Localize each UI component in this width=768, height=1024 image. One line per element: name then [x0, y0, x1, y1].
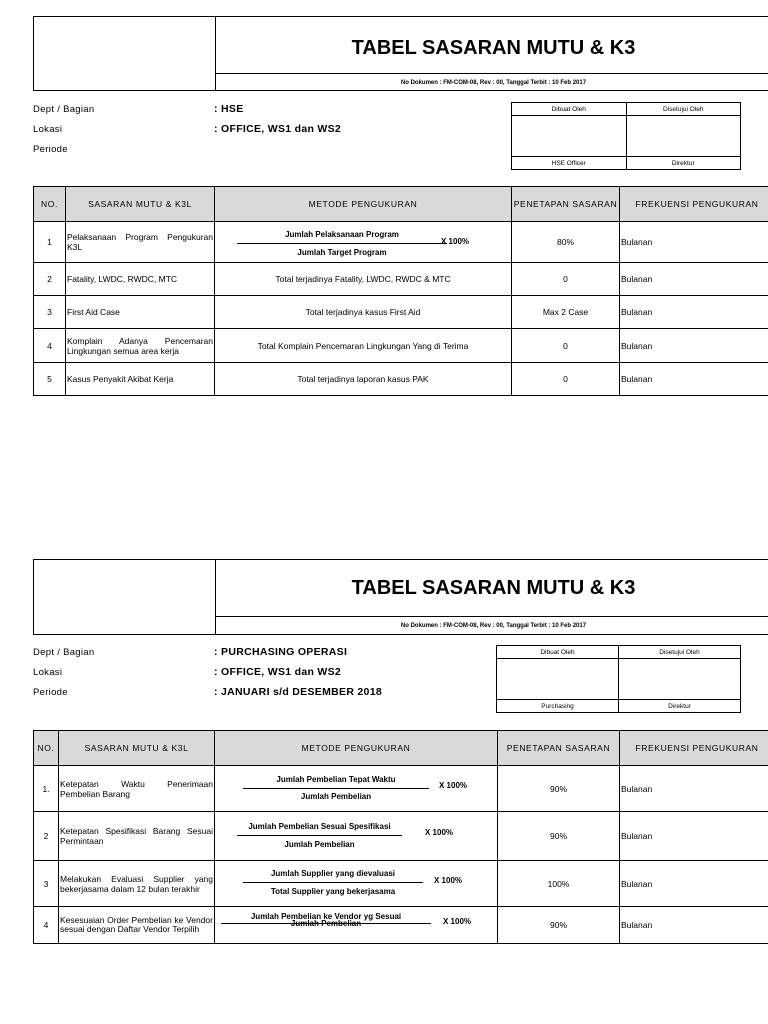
- col-target: SASARAN MUTU & K3L: [66, 187, 215, 222]
- col-method: METODE PENGUKURAN: [215, 187, 512, 222]
- document-number: No Dokumen : FM-COM-08, Rev : 00, Tanggal Terbit : 10 Feb 2017: [215, 616, 768, 636]
- fraction-line: [237, 835, 402, 836]
- row-frequency: Bulanan: [620, 329, 768, 363]
- row-no: 1.: [34, 766, 59, 812]
- col-frequency: FREKUENSI PENGUKURAN: [620, 731, 768, 766]
- row-target: Ketepatan Spesifikasi Barang Sesuai Permintaan: [59, 812, 215, 861]
- fraction-line: [243, 788, 429, 789]
- dept-value: : HSE: [214, 103, 244, 115]
- row-no: 3: [34, 296, 66, 329]
- logo-area: [34, 17, 216, 90]
- formula: [215, 222, 511, 262]
- approver-signature: [626, 116, 741, 157]
- maker-role: HSE Officer: [512, 157, 627, 170]
- formula: [215, 907, 497, 943]
- row-setpoint: 90%: [498, 907, 620, 944]
- table-row: [34, 766, 768, 812]
- dept-label: Dept / Bagian: [33, 647, 95, 658]
- row-frequency: Bulanan: [620, 907, 768, 944]
- row-frequency: Bulanan: [620, 363, 768, 396]
- approval-box: [511, 102, 741, 170]
- formula-multiplier: X 100%: [441, 237, 470, 246]
- row-no: 5: [34, 363, 66, 396]
- formula-numerator: Jumlah Pembelian ke Vendor yg Sesuai: [250, 912, 402, 921]
- formula-denominator: Total Supplier yang bekerjasama: [270, 887, 396, 896]
- maker-role: Purchasing: [497, 700, 619, 713]
- row-no: 3: [34, 861, 59, 907]
- made-by-label: Dibuat Oleh: [497, 646, 619, 659]
- approval-box: [496, 645, 741, 713]
- table-row: [34, 812, 768, 861]
- row-setpoint: 0: [512, 363, 620, 396]
- fraction-line: [243, 882, 423, 883]
- formula-denominator: Jumlah Pembelian: [290, 919, 362, 928]
- formula-numerator: Jumlah Pelaksanaan Program: [285, 230, 399, 239]
- row-method: [215, 907, 498, 944]
- maker-signature: [497, 659, 619, 700]
- table-row: [34, 861, 768, 907]
- row-method: Total terjadinya laporan kasus PAK: [215, 363, 512, 396]
- row-method: [215, 766, 498, 812]
- formula-multiplier: X 100%: [434, 876, 463, 885]
- row-method: [215, 861, 498, 907]
- row-setpoint: 90%: [498, 766, 620, 812]
- sheet-title: TABEL SASARAN MUTU & K3: [351, 37, 636, 59]
- row-frequency: Bulanan: [620, 263, 768, 296]
- period-label: Periode: [33, 144, 68, 155]
- approver-role: Direktur: [619, 700, 741, 713]
- approved-by-label: Disetujui Oleh: [619, 646, 741, 659]
- location-label: Lokasi: [33, 667, 63, 678]
- approver-signature: [619, 659, 741, 700]
- row-no: 2: [34, 263, 66, 296]
- formula-denominator: Jumlah Target Program: [297, 248, 387, 257]
- formula-multiplier: X 100%: [425, 828, 454, 837]
- row-no: 4: [34, 907, 59, 944]
- row-frequency: Bulanan: [620, 222, 768, 263]
- row-method: Total terjadinya Fatality, LWDC, RWDC & MTC: [215, 263, 512, 296]
- location-value: : OFFICE, WS1 dan WS2: [214, 123, 342, 135]
- location-label: Lokasi: [33, 124, 63, 135]
- row-setpoint: 100%: [498, 861, 620, 907]
- col-method: METODE PENGUKURAN: [215, 731, 498, 766]
- row-target: Kasus Penyakit Akibat Kerja: [66, 363, 215, 396]
- location-value: : OFFICE, WS1 dan WS2: [214, 666, 342, 678]
- formula-denominator: Jumlah Pembelian: [300, 792, 372, 801]
- period-label: Periode: [33, 687, 68, 698]
- row-frequency: Bulanan: [620, 296, 768, 329]
- approved-by-label: Disetujui Oleh: [626, 103, 741, 116]
- row-target: Komplain Adanya Pencemaran Lingkungan semua area kerja: [66, 329, 215, 363]
- formula-denominator: Jumlah Pembelian: [284, 840, 355, 849]
- period-value: : JANUARI s/d DESEMBER 2018: [214, 686, 382, 698]
- sheet-title: TABEL SASARAN MUTU & K3: [351, 577, 636, 599]
- dept-label: Dept / Bagian: [33, 104, 95, 115]
- col-no: NO.: [34, 187, 66, 222]
- table-row: [34, 329, 768, 363]
- dept-value: : PURCHASING OPERASI: [214, 646, 348, 658]
- row-target: Pelaksanaan Program Pengukuran K3L: [66, 222, 215, 263]
- row-target: Melakukan Evaluasi Supplier yang bekerjasama dalam 12 bulan terakhir: [59, 861, 215, 907]
- table-row: [34, 363, 768, 396]
- row-setpoint: Max 2 Case: [512, 296, 620, 329]
- maker-signature: [512, 116, 627, 157]
- col-setpoint: PENETAPAN SASARAN: [498, 731, 620, 766]
- formula: [215, 766, 497, 811]
- row-target: First Aid Case: [66, 296, 215, 329]
- formula: [215, 812, 497, 860]
- row-setpoint: 0: [512, 329, 620, 363]
- document-number: No Dokumen : FM-COM-08, Rev : 00, Tanggal Terbit : 10 Feb 2017: [215, 73, 768, 92]
- table-row: [34, 296, 768, 329]
- formula-numerator: Jumlah Pembelian Sesuai Spesifikasi: [248, 822, 391, 831]
- fraction-line: [237, 243, 447, 244]
- row-target: Ketepatan Waktu Penerimaan Pembelian Barang: [59, 766, 215, 812]
- row-setpoint: 0: [512, 263, 620, 296]
- row-no: 1: [34, 222, 66, 263]
- row-setpoint: 90%: [498, 812, 620, 861]
- formula-numerator: Jumlah Pembelian Tepat Waktu: [276, 775, 396, 784]
- formula-multiplier: X 100%: [439, 781, 468, 790]
- table-row: [34, 263, 768, 296]
- row-target: Kesesuaian Order Pembelian ke Vendor sesuai dengan Daftar Vendor Terpilih: [59, 907, 215, 944]
- col-setpoint: PENETAPAN SASARAN: [512, 187, 620, 222]
- col-frequency: FREKUENSI PENGUKURAN: [620, 187, 768, 222]
- row-method: Total terjadinya kasus First Aid: [215, 296, 512, 329]
- formula: [215, 861, 497, 906]
- made-by-label: Dibuat Oleh: [512, 103, 627, 116]
- row-frequency: Bulanan: [620, 861, 768, 907]
- row-no: 2: [34, 812, 59, 861]
- quality-target-table: [33, 730, 768, 944]
- row-method: [215, 222, 512, 263]
- sheet-header: [33, 559, 768, 635]
- row-target: Fatality, LWDC, RWDC, MTC: [66, 263, 215, 296]
- row-setpoint: 80%: [512, 222, 620, 263]
- row-no: 4: [34, 329, 66, 363]
- formula-multiplier: X 100%: [443, 917, 472, 926]
- row-method: Total Komplain Pencemaran Lingkungan Yang di Terima: [215, 329, 512, 363]
- sheet-header: [33, 16, 768, 91]
- row-frequency: Bulanan: [620, 812, 768, 861]
- table-row: [34, 907, 768, 944]
- formula-numerator: Jumlah Supplier yang dievaluasi: [270, 869, 396, 878]
- row-method: [215, 812, 498, 861]
- approver-role: Direktur: [626, 157, 741, 170]
- logo-area: [34, 560, 216, 634]
- row-frequency: Bulanan: [620, 766, 768, 812]
- col-target: SASARAN MUTU & K3L: [59, 731, 215, 766]
- col-no: NO.: [34, 731, 59, 766]
- quality-target-table: [33, 186, 768, 396]
- table-row: [34, 222, 768, 263]
